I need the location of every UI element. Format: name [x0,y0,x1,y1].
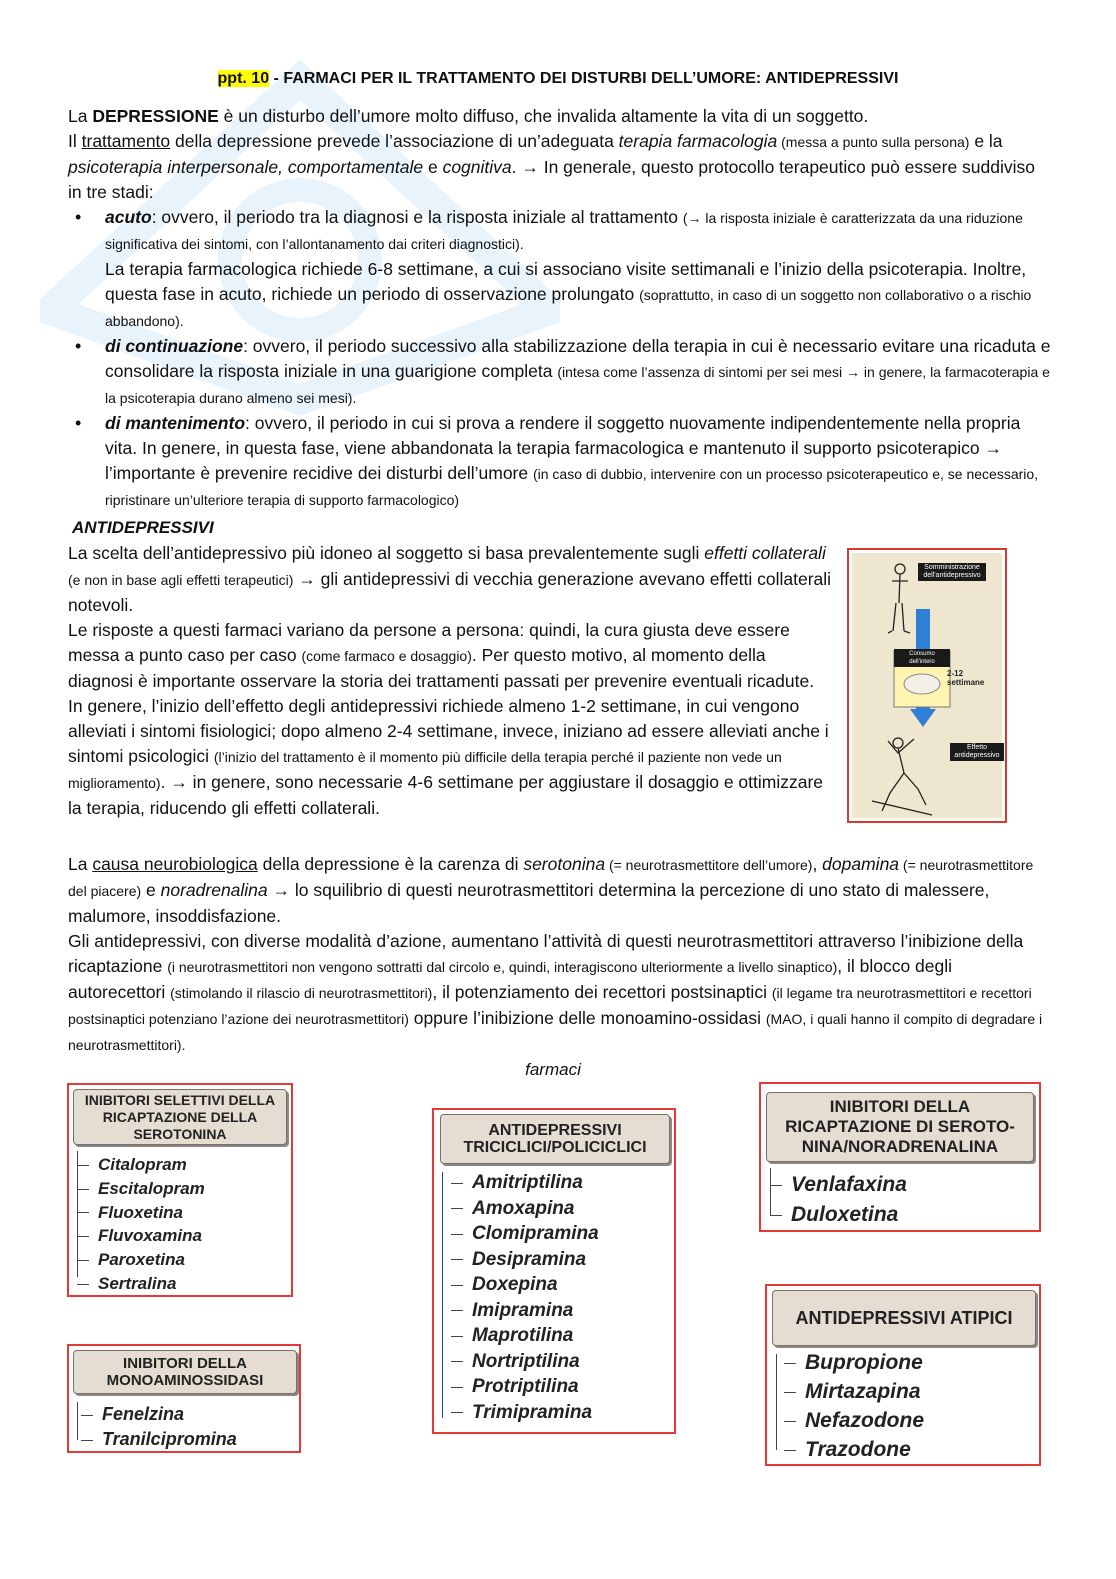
intro-text: della depressione prevede l’associazione di un’adeguata [170,131,619,151]
list-item: Doxepina [472,1272,599,1298]
list-item: Paroxetina [98,1248,205,1272]
intro-term: comportamentale [287,157,424,177]
list-item: Bupropione [805,1348,924,1377]
intro-section [68,104,1053,513]
neuro-note: (stimolando il rilascio di neurotrasmettitori) [170,985,433,1001]
intro-text: . → In generale, questo protocollo terapeutico può essere suddiviso in tre stadi: [68,157,1036,202]
snri-heading: INIBITORI DELLA RICAPTAZIONE DI SEROTO-NINA/NORADRENALINA [766,1092,1034,1162]
antidep-note: (l’inizio del trattamento è il momento più difficile della terapia perché il paziente non vede un miglioramento) [68,749,782,791]
list-item: Amoxapina [472,1196,599,1222]
figure-label-start: Somministrazione dell'antidepressivo [918,563,986,581]
neuro-text: oppure l’inibizione delle monoamino-ossidasi [408,1008,766,1028]
intro-paragraph-1 [68,104,1053,129]
list-item: Desipramina [472,1247,599,1273]
snri-drug-box [759,1082,1041,1232]
neuro-term-noradrenalina: noradrenalina [160,880,268,900]
stage-text: La terapia farmacologica richiede 6-8 settimane, a cui si associano visite settimanali e l’inizio della psicoterapia. Inoltre, questa fase in acuto, richiede un periodo di osservazione prolungato [105,259,1027,304]
antidep-term: effetti collaterali [704,543,826,563]
stage-text: : ovvero, il periodo in cui si prova a rendere il soggetto nuovamente indipendentemente nella propria vita. In genere, in questa fase, viene abbandonata la terapia farmacologica e mantenuto il supporto psicoterapico → l’importante è prevenire recidive dei disturbi dell’umore [105,413,1021,483]
intro-paragraph-2 [68,129,1053,205]
list-item: Nefazodone [805,1406,924,1435]
list-item: Trazodone [805,1435,924,1464]
tca-list [472,1170,599,1425]
neuro-term: causa neurobiologica [92,854,258,874]
neuro-text: La [68,854,93,874]
tca-tree-line [442,1172,443,1418]
list-item: Clomipramina [472,1221,599,1247]
intro-note: (messa a punto sulla persona) [777,134,970,150]
maoi-tree-line [77,1402,78,1440]
list-item: Amitriptilina [472,1170,599,1196]
figure-label-effect: Effetto antidepressivo [950,743,1004,761]
intro-text: Il [68,131,82,151]
list-item: Citalopram [98,1153,205,1177]
antidep-text: Le risposte a questi farmaci variano da persone a persona: quindi, la cura giusta deve essere messa a punto caso per caso [68,620,790,665]
figure-caption: farmaci [525,1060,581,1079]
stage-note: (in caso di dubbio, intervenire con un processo psicoterapeutico e, se necessario, ripristinare un’ulteriore terapia di supporto farmacologico) [105,466,1039,508]
intro-text: è un disturbo dell’umore molto diffuso, che invalida altamente la vita di un soggetto. [218,106,869,126]
list-item: Fluvoxamina [98,1224,205,1248]
neuro-text: , il blocco degli autorecettori [68,956,953,1002]
stage-term: di continuazione [105,336,244,356]
list-item: Protriptilina [472,1374,599,1400]
antidep-note: (e non in base agli effetti terapeutici) [68,572,294,588]
maoi-drug-box [67,1344,301,1453]
maoi-heading: INIBITORI DELLA MONOAMINOSSIDASI [73,1350,297,1394]
atypical-heading: ANTIDEPRESSIVI ATIPICI [772,1290,1036,1346]
list-item: Fenelzina [102,1402,237,1427]
stages-list [68,205,1053,513]
list-item: Nortriptilina [472,1349,599,1375]
neuro-text: e [141,880,161,900]
list-item: Fluoxetina [98,1201,205,1225]
intro-text: e la [969,131,1003,151]
ssri-drug-box [67,1083,293,1297]
neuro-note: (= neurotrasmettitore dell’umore) [605,857,813,873]
treatment-timeline-figure [847,548,1007,823]
neuro-term-dopamina: dopamina [822,854,900,874]
snri-tree-line [770,1168,771,1216]
list-item: Venlafaxina [791,1170,907,1200]
list-item [105,205,1053,334]
stage-text: : ovvero, il periodo tra la diagnosi e la risposta iniziale al trattamento [151,207,683,227]
neuro-text: → lo squilibrio di questi neurotrasmettitori determina la percezione di uno stato di malessere, malumore, insoddisfazione. [68,880,990,926]
list-item: Trimipramina [472,1400,599,1426]
antidep-note: (come farmaco e dosaggio) [301,648,472,664]
neuro-text: , [812,854,823,874]
list-item: Escitalopram [98,1177,205,1201]
ssri-tree-line [77,1151,78,1277]
intro-term-terapia: terapia farmacologia [618,131,778,151]
title-highlight: ppt. 10 [217,70,270,87]
antidep-paragraph-3 [68,694,833,821]
stage-note: (intesa come l’assenza di sintomi per sei mesi → in genere, la farmacoterapia e la psicoterapia durano almeno sei mesi). [105,364,1050,406]
intro-text: , [278,157,288,177]
list-item: Imipramina [472,1298,599,1324]
figure-background [852,553,1002,818]
intro-text: e [423,157,443,177]
tca-heading: ANTIDEPRESSIVI TRICICLICI/POLICICLICI [440,1114,670,1164]
antidep-paragraph-1 [68,541,833,618]
list-item: Mirtazapina [805,1377,924,1406]
stage-note: (soprattutto, in caso di un soggetto non collaborativo o a rischio abbandono). [105,287,1032,329]
stage-text: : ovvero, il periodo successivo alla stabilizzazione della terapia in cui è necessario evitare una ricaduta e consolidare la risposta iniziale in una guarigione completa [105,336,1051,381]
antidep-paragraph-2 [68,618,833,694]
figure-label-middle: Consumo dell'intero [894,649,950,667]
antidep-text: . → in genere, sono necessarie 4-6 settimane per aggiustare il dosaggio e ottimizzare la terapia, riducendo gli effetti collaterali. [68,772,824,818]
list-item: Duloxetina [791,1200,907,1230]
antidep-text: → gli antidepressivi di vecchia generazione avevano effetti collaterali notevoli. [68,569,832,615]
list-item: Sertralina [98,1272,205,1296]
neuro-paragraph-1 [68,852,1053,929]
intro-text: La [68,106,93,126]
person-standing-icon [888,564,910,633]
stage-term: acuto [105,207,152,227]
stage-term: di mantenimento [105,413,246,433]
page-title [0,70,1116,88]
ssri-heading: INIBITORI SELETTIVI DELLA RICAPTAZIONE DELLA SEROTONINA [73,1089,287,1145]
neuro-note: (il legame tra neurotrasmettitori e recettori postsinaptici potenziano l’azione dei neurotrasmettitori) [68,985,1032,1027]
title-text: - FARMACI PER IL TRATTAMENTO DEI DISTURBI DELL’UMORE: ANTIDEPRESSIVI [269,70,899,87]
list-item [105,411,1053,513]
section-heading: ANTIDEPRESSIVI [72,518,214,537]
intro-term: cognitiva [442,157,512,177]
neuro-text: , il potenziamento dei recettori postsinaptici [432,982,772,1002]
antidep-text: La scelta dell’antidepressivo più idoneo al soggetto si basa prevalentemente sugli [68,543,705,563]
atypical-tree-line [776,1354,777,1450]
list-item: Maprotilina [472,1323,599,1349]
neuro-paragraph-2 [68,929,1053,1058]
stage-note: (→ la risposta iniziale è caratterizzata da una riduzione significativa dei sintomi, con l’allontanamento dai criteri diagnostici). [105,210,1023,252]
snri-list [791,1170,907,1230]
tca-drug-box [432,1108,676,1434]
intro-term-depressione: DEPRESSIONE [92,106,219,126]
neuro-section [68,852,1053,1058]
intro-term-trattamento: trattamento [81,131,171,151]
figure-label-weeks: 2-12 settimane [947,669,985,687]
list-item [105,334,1053,411]
antidep-text: . Per questo motivo, al momento della diagnosi è importante osservare la storia dei trattamenti passati per prevenire eventuali ricadute. [68,645,815,691]
neuro-note: (MAO, i quali hanno il compito di degradare i neurotrasmettitori). [68,1011,1043,1053]
neuro-note: (i neurotrasmettitori non vengono sottratti dal circolo e, quindi, interagiscono ulteriormente a livello sinaptico) [167,959,838,975]
neuro-text: Gli antidepressivi, con diverse modalità d’azione, aumentano l’attività di questi neurotrasmettitori attraverso l’inibizione della ricaptazione [68,931,1024,976]
atypical-drug-box [765,1284,1041,1466]
neuro-term-serotonina: serotonina [523,854,606,874]
ssri-list [98,1153,205,1296]
maoi-list [102,1402,237,1452]
antidep-text: In genere, l’inizio dell’effetto degli antidepressivi richiede almeno 1-2 settimane, in cui vengono alleviati i sintomi fisiologici; dopo almeno 2-4 settimane, invece, iniziano ad essere alleviati anche i sintomi psicologici [68,696,829,766]
antidep-section [68,541,833,821]
intro-term: psicoterapia interpersonale [68,157,279,177]
list-item: Tranilcipromina [102,1427,237,1452]
neuro-note: (= neurotrasmettitore del piacere) [68,857,1034,899]
atypical-list [805,1348,924,1464]
person-jumping-icon [872,738,932,815]
neuro-text: della depressione è la carenza di [257,854,524,874]
figure-drawing [852,553,1006,822]
